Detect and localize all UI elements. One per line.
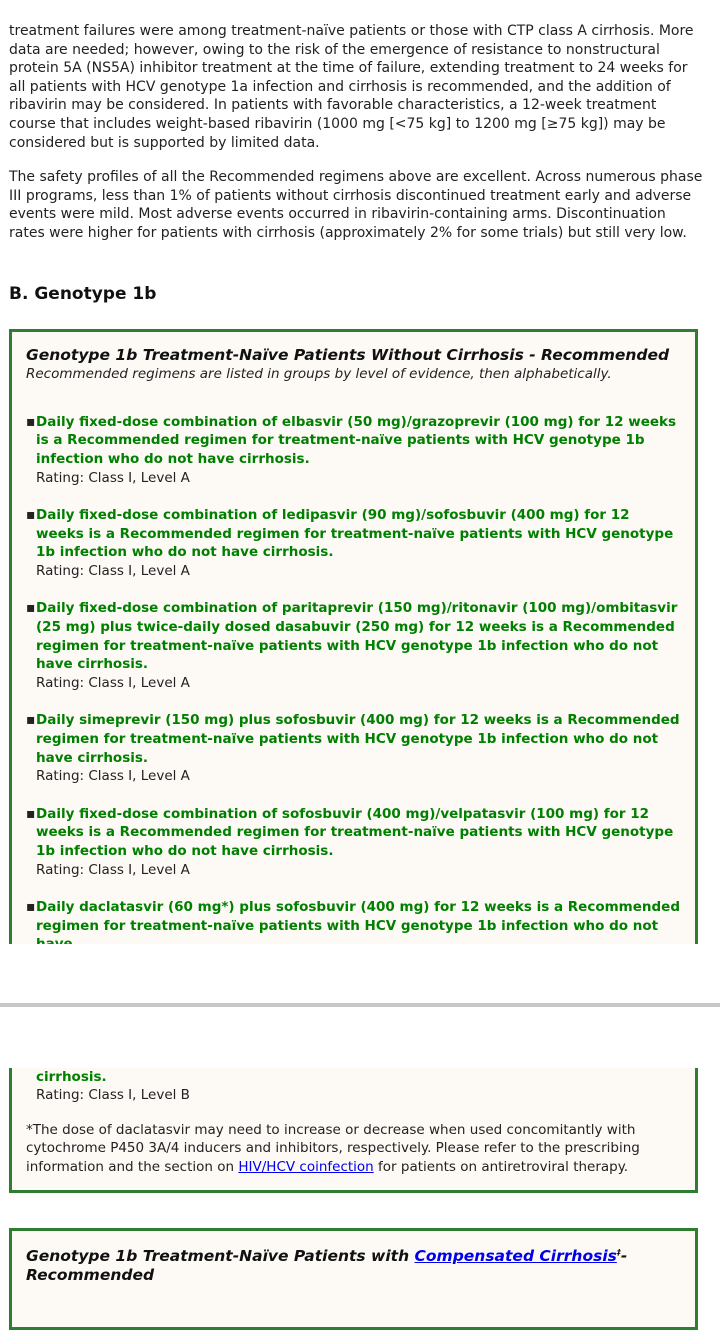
recommendation-text: cirrhosis. [36,1069,107,1085]
recommendation-rating: Rating: Class I, Level B [36,1087,190,1103]
footnote-text: *The dose of daclatasvir may need to increase or decrease when used concomitantly with cytochrome P450 3A/4 inducers and inhibitors, respectively. Please refer to the prescribing information and the section on [26,1121,640,1175]
recommendation-item [26,599,681,692]
double-dagger-footnote-mark: ‡ [616,1247,621,1257]
compensated-cirrhosis-link[interactable]: Compensated Cirrhosis [414,1247,617,1265]
page-separator [0,1003,720,1007]
recommendation-rating: Rating: Class I, Level A [36,861,190,878]
box-subtitle: Recommended regimens are listed in groups by level of evidence, then alphabetically. [26,366,612,383]
box-title-suffix: - Recommended [26,1247,628,1284]
bullet-icon: ▪ [26,600,36,617]
recommendation-rating: Rating: Class I, Level A [36,768,190,785]
recommendation-rating: Rating: Class I, Level A [36,562,190,579]
bullet-icon: ▪ [26,413,36,430]
section-heading: B. Genotype 1b [9,283,157,304]
recommendation-text: Daily simeprevir (150 mg) plus sofosbuvir (400 mg) for 12 weeks is a Recommended regimen for treatment-naïve patients with HCV genotype 1b infection who do not have cirrhosis. [36,712,680,766]
recommendation-text: Daily fixed-dose combination of elbasvir (50 mg)/grazoprevir (100 mg) for 12 weeks is a Recommended regimen for treatment-naïve patients with HCV genotype 1b infection who do not have cirrhosis. [36,413,677,467]
intro-paragraph-2: The safety profiles of all the Recommended regimens above are excellent. Across numerous phase III programs, less than 1% of patients without cirrhosis discontinued treatment early and adverse events were mild. Most adverse events occurred in ribavirin-containing arms. Discontinuation rates were higher for patients with cirrhosis (approximately 2% for some trials) but still very low. [9,169,703,241]
box-title [26,1247,681,1285]
footnote-text-end: for patients on antiretroviral therapy. [373,1158,629,1175]
recommendation-text: Daily daclatasvir (60 mg*) plus sofosbuvir (400 mg) for 12 weeks is a Recommended regimen for treatment-naïve patients with HCV genotype 1b infection who do not [36,899,680,934]
recommendation-item [26,413,681,487]
recommendation-item [26,805,681,879]
recommendation-rating: Rating: Class I, Level A [36,469,190,486]
bullet-icon: ▪ [26,899,36,916]
recommendation-text: Daily fixed-dose combination of sofosbuvir (400 mg)/velpatasvir (100 mg) for 12 weeks is a Recommended regimen for treatment-naïve patients with HCV genotype 1b infection who do not have cirrhosis. [36,805,674,859]
recommendation-box-no-cirrhosis [9,329,698,990]
hiv-hcv-coinfection-link[interactable]: HIV/HCV coinfection [238,1158,374,1175]
bullet-icon: ▪ [26,805,36,822]
box-title: Genotype 1b Treatment-Naïve Patients Without Cirrhosis - Recommended [26,346,670,365]
recommendation-item [26,711,681,785]
footnote [26,1121,681,1177]
recommendation-box-continued [9,1068,698,1193]
recommendation-box-compensated-cirrhosis [9,1228,698,1330]
bullet-icon: ▪ [26,507,36,524]
recommendation-text: Daily fixed-dose combination of paritaprevir (150 mg)/ritonavir (100 mg)/ombitasvir (25 mg) plus twice-daily dosed dasabuvir (250 mg) for 12 weeks is a Recommended regimen for treatment-naïve patients with HCV genotype 1b infection who do not have cirrhosis. [36,600,678,673]
bullet-icon: ▪ [26,712,36,729]
intro-paragraph-1: treatment failures were among treatment-naïve patients or those with CTP class A cirrhosis. More data are needed; however, owing to the risk of the emergence of resistance to nonstructural protein 5A (NS5A) inhibitor treatment at the time of failure, extending treatment to 24 weeks for all patients with HCV genotype 1a infection and cirrhosis is recommended, and the addition of ribavirin may be considered. In patients with favorable characteristics, a 12-week treatment course that includes weight-based ribavirin (1000 mg [<75 kg] to 1200 mg [≥75 kg]) may be considered but is supported by limited data. [9,23,694,151]
recommendation-text: Daily fixed-dose combination of ledipasvir (90 mg)/sofosbuvir (400 mg) for 12 weeks is a Recommended regimen for treatment-naïve patients with HCV genotype 1b infection who do not have cirrhosis. [36,507,674,561]
recommendation-item [26,506,681,580]
box-title-text: Genotype 1b Treatment-Naïve Patients with [26,1247,415,1265]
page-bottom [0,1068,720,1284]
recommendation-rating: Rating: Class I, Level A [36,674,190,691]
recommendation-item-continued [26,1068,681,1105]
